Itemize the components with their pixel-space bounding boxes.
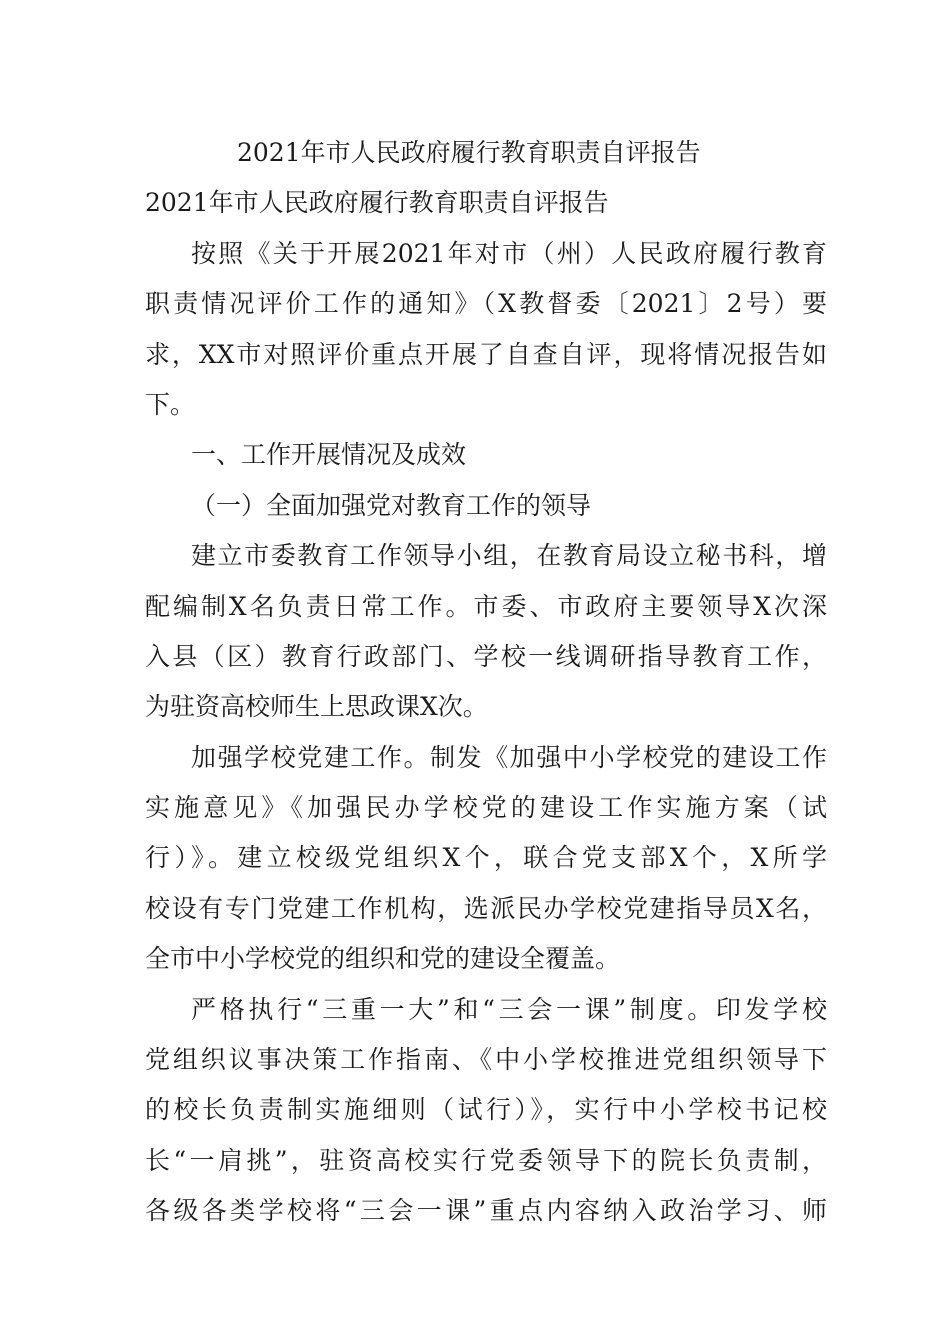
paragraph-line: 建立市委教育工作领导小组，在教育局设立秘书科，增 xyxy=(191,541,827,571)
paragraph-line: 长“一肩挑”，驻资高校实行党委领导下的院长负责制， xyxy=(145,1145,827,1175)
paragraph-line: 党组织议事决策工作指南、《中小学校推进党组织领导下 xyxy=(145,1045,827,1075)
document-subtitle: 2021年市人民政府履行教育职责自评报告 xyxy=(145,188,609,218)
document-title: 2021年市人民政府履行教育职责自评报告 xyxy=(237,138,701,167)
intro-line: 下。 xyxy=(145,389,196,419)
paragraph-line: 严格执行“三重一大”和“三会一课”制度。印发学校 xyxy=(191,994,827,1024)
subsection-heading: （一）全面加强党对教育工作的领导 xyxy=(191,490,592,520)
paragraph-line: 实施意见》《加强民办学校党的建设工作实施方案（试 xyxy=(145,793,827,823)
paragraph-line: 为驻资高校师生上思政课X次。 xyxy=(145,692,488,722)
paragraph-line: 全市中小学校党的组织和党的建设全覆盖。 xyxy=(145,944,621,974)
intro-line: 求，XX市对照评价重点开展了自查自评，现将情况报告如 xyxy=(145,339,827,369)
paragraph-line: 的校长负责制实施细则（试行）》，实行中小学校书记校 xyxy=(145,1095,827,1125)
paragraph-line: 行）》。建立校级党组织X个，联合党支部X个，X所学 xyxy=(145,843,827,873)
paragraph-line: 加强学校党建工作。制发《加强中小学校党的建设工作 xyxy=(191,742,827,772)
intro-line: 职责情况评价工作的通知》（X教督委〔2021〕2号）要 xyxy=(145,289,827,319)
paragraph-line: 入县（区）教育行政部门、学校一线调研指导教育工作， xyxy=(145,641,827,671)
paragraph-line: 各级各类学校将“三会一课”重点内容纳入政治学习、师 xyxy=(145,1196,827,1226)
paragraph-line: 校设有专门党建工作机构，选派民办学校党建指导员X名， xyxy=(145,893,827,923)
paragraph-line: 配编制X名负责日常工作。市委、市政府主要领导X次深 xyxy=(145,591,827,621)
section-heading: 一、工作开展情况及成效 xyxy=(191,440,467,470)
intro-line: 按照《关于开展2021年对市（州）人民政府履行教育 xyxy=(191,238,827,268)
document-body xyxy=(145,128,827,1237)
